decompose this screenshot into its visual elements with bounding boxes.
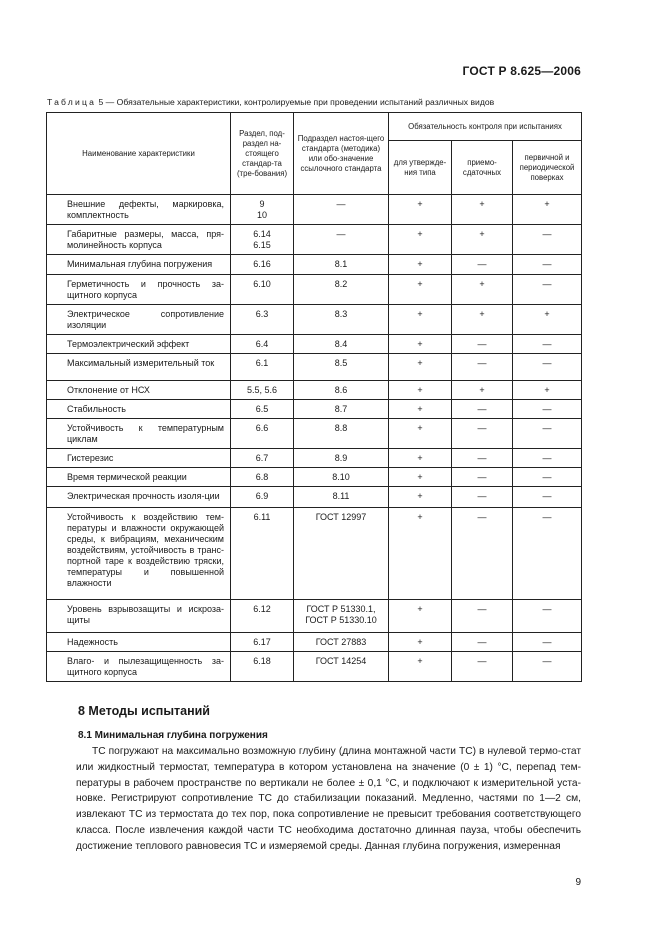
method-cell: 8.7	[294, 400, 389, 419]
method-cell: —	[294, 195, 389, 225]
method-cell: —	[294, 225, 389, 255]
periodic-mark: +	[513, 195, 582, 225]
characteristic-cell: Устойчивость к воздействию тем-пературы и влажности окружающей среды, к вибрациям, механическим воздействиям, устойчивость в транс-портной таре к воздействию тряски, температуры и повышенной влажности	[47, 508, 231, 600]
table-row	[47, 600, 582, 633]
section-cell: 6.18	[231, 652, 294, 682]
table-row	[47, 419, 582, 449]
subsection-8-1-paragraph: ТС погружают на максимально возможную глубину (длина монтажной части ТС) в нулевой термо-стат или жидкостный термостат, температура в котором установлена на значение (0 ± 1) °С, перепад тем-пературы в рабочем пространстве по вертикали не более ± 0,1 °С, и подключают к измерительной уста-новке. Регистрируют сопротивление ТС до стабилизации показаний. Медленно, частями по 1—2 см, извлекают ТС из термостата до тех пор, пока сопротивление не превысит требования соответствующего класса. После извлечения каждой части ТС необходима достаточно длинная пауза, чтобы обеспечить достижение теплового равновесия ТС и измеряемой среды. Данная глубина погружения, измеренная	[76, 746, 581, 852]
method-cell: 8.1	[294, 255, 389, 275]
section-cell: 6.5	[231, 400, 294, 419]
table-row	[47, 225, 582, 255]
acceptance-mark: —	[452, 335, 513, 354]
characteristic-cell: Отклонение от НСХ	[47, 381, 231, 400]
section-cell: 6.14 6.15	[231, 225, 294, 255]
acceptance-mark: —	[452, 255, 513, 275]
acceptance-mark: +	[452, 195, 513, 225]
characteristic-cell: Гистерезис	[47, 449, 231, 468]
table-row	[47, 195, 582, 225]
section-cell: 6.8	[231, 468, 294, 487]
method-cell: 8.8	[294, 419, 389, 449]
section-cell: 6.17	[231, 633, 294, 652]
section-cell: 6.3	[231, 305, 294, 335]
acceptance-mark: —	[452, 400, 513, 419]
table-caption	[47, 97, 587, 107]
periodic-mark: —	[513, 652, 582, 682]
acceptance-mark: —	[452, 633, 513, 652]
acceptance-mark: +	[452, 275, 513, 305]
characteristic-cell: Устойчивость к температурным циклам	[47, 419, 231, 449]
approval-mark: +	[389, 449, 452, 468]
method-cell: 8.6	[294, 381, 389, 400]
method-cell: 8.3	[294, 305, 389, 335]
periodic-mark: —	[513, 633, 582, 652]
table-row	[47, 400, 582, 419]
periodic-mark: —	[513, 508, 582, 600]
table-row	[47, 487, 582, 508]
table-row	[47, 255, 582, 275]
table-row	[47, 652, 582, 682]
section-cell: 9 10	[231, 195, 294, 225]
acceptance-mark: —	[452, 419, 513, 449]
characteristic-cell: Габаритные размеры, масса, пря-молинейность корпуса	[47, 225, 231, 255]
approval-mark: +	[389, 652, 452, 682]
approval-mark: +	[389, 195, 452, 225]
characteristic-cell: Герметичность и прочность за-щитного корпуса	[47, 275, 231, 305]
table-row	[47, 305, 582, 335]
periodic-mark: —	[513, 400, 582, 419]
header-acceptance: приемо-сдаточных	[452, 141, 513, 195]
table-caption-text: 5 — Обязательные характеристики, контролируемые при проведении испытаний различных видов	[98, 97, 495, 107]
acceptance-mark: —	[452, 652, 513, 682]
section-cell: 6.7	[231, 449, 294, 468]
table-row	[47, 633, 582, 652]
section-cell: 6.11	[231, 508, 294, 600]
table-row	[47, 449, 582, 468]
periodic-mark: —	[513, 225, 582, 255]
approval-mark: +	[389, 381, 452, 400]
periodic-mark: —	[513, 354, 582, 381]
approval-mark: +	[389, 255, 452, 275]
table-row	[47, 381, 582, 400]
characteristic-cell: Стабильность	[47, 400, 231, 419]
section-cell: 6.6	[231, 419, 294, 449]
section-cell: 6.12	[231, 600, 294, 633]
approval-mark: +	[389, 468, 452, 487]
acceptance-mark: —	[452, 449, 513, 468]
characteristic-cell: Электрическая прочность изоля-ции	[47, 487, 231, 508]
method-cell: ГОСТ 27883	[294, 633, 389, 652]
section-cell: 6.4	[231, 335, 294, 354]
periodic-mark: —	[513, 468, 582, 487]
method-cell: 8.11	[294, 487, 389, 508]
characteristic-cell: Надежность	[47, 633, 231, 652]
approval-mark: +	[389, 419, 452, 449]
section-8-title: 8 Методы испытаний	[78, 704, 210, 718]
table-row	[47, 468, 582, 487]
periodic-mark: —	[513, 449, 582, 468]
section-cell: 6.1	[231, 354, 294, 381]
method-cell: 8.5	[294, 354, 389, 381]
approval-mark: +	[389, 305, 452, 335]
acceptance-mark: +	[452, 225, 513, 255]
table-row	[47, 275, 582, 305]
characteristic-cell: Время термической реакции	[47, 468, 231, 487]
section-cell: 5.5, 5.6	[231, 381, 294, 400]
approval-mark: +	[389, 400, 452, 419]
header-control: Обязательность контроля при испытаниях	[389, 113, 582, 141]
section-cell: 6.9	[231, 487, 294, 508]
section-cell: 6.16	[231, 255, 294, 275]
approval-mark: +	[389, 487, 452, 508]
approval-mark: +	[389, 354, 452, 381]
periodic-mark: —	[513, 255, 582, 275]
header-approval: для утвержде-ния типа	[389, 141, 452, 195]
approval-mark: +	[389, 275, 452, 305]
method-cell: 8.4	[294, 335, 389, 354]
header-periodic: первичной и периодической поверках	[513, 141, 582, 195]
acceptance-mark: —	[452, 600, 513, 633]
method-cell: 8.2	[294, 275, 389, 305]
characteristic-cell: Электрическое сопротивление изоляции	[47, 305, 231, 335]
periodic-mark: —	[513, 487, 582, 508]
periodic-mark: +	[513, 305, 582, 335]
header-name: Наименование характеристики	[47, 113, 231, 195]
page-number: 9	[575, 877, 581, 888]
acceptance-mark: —	[452, 487, 513, 508]
acceptance-mark: +	[452, 305, 513, 335]
table-row	[47, 335, 582, 354]
acceptance-mark: —	[452, 354, 513, 381]
acceptance-mark: +	[452, 381, 513, 400]
method-cell: ГОСТ 12997	[294, 508, 389, 600]
periodic-mark: —	[513, 600, 582, 633]
header-section: Раздел, под-раздел на-стоящего стандар-та (тре-бования)	[231, 113, 294, 195]
method-cell: 8.9	[294, 449, 389, 468]
characteristic-cell: Внешние дефекты, маркировка, комплектность	[47, 195, 231, 225]
approval-mark: +	[389, 335, 452, 354]
periodic-mark: +	[513, 381, 582, 400]
header-method: Подраздел настоя-щего стандарта (методика) или обо-значение ссылочного стандарта	[294, 113, 389, 195]
approval-mark: +	[389, 508, 452, 600]
table-row	[47, 508, 582, 600]
characteristic-cell: Максимальный измерительный ток	[47, 354, 231, 381]
acceptance-mark: —	[452, 508, 513, 600]
characteristic-cell: Термоэлектрический эффект	[47, 335, 231, 354]
method-cell: ГОСТ 14254	[294, 652, 389, 682]
acceptance-mark: —	[452, 468, 513, 487]
characteristic-cell: Минимальная глубина погружения	[47, 255, 231, 275]
requirements-table	[46, 112, 582, 682]
table-row	[47, 354, 582, 381]
periodic-mark: —	[513, 275, 582, 305]
section-cell: 6.10	[231, 275, 294, 305]
approval-mark: +	[389, 225, 452, 255]
periodic-mark: —	[513, 335, 582, 354]
characteristic-cell: Уровень взрывозащиты и искроза-щиты	[47, 600, 231, 633]
method-cell: ГОСТ Р 51330.1, ГОСТ Р 51330.10	[294, 600, 389, 633]
approval-mark: +	[389, 600, 452, 633]
subsection-8-1-title: 8.1 Минимальная глубина погружения	[78, 730, 268, 741]
standard-header: ГОСТ Р 8.625—2006	[462, 64, 581, 78]
approval-mark: +	[389, 633, 452, 652]
characteristic-cell: Влаго- и пылезащищенность за-щитного корпуса	[47, 652, 231, 682]
periodic-mark: —	[513, 419, 582, 449]
table-caption-label: Таблица	[47, 97, 97, 107]
method-cell: 8.10	[294, 468, 389, 487]
